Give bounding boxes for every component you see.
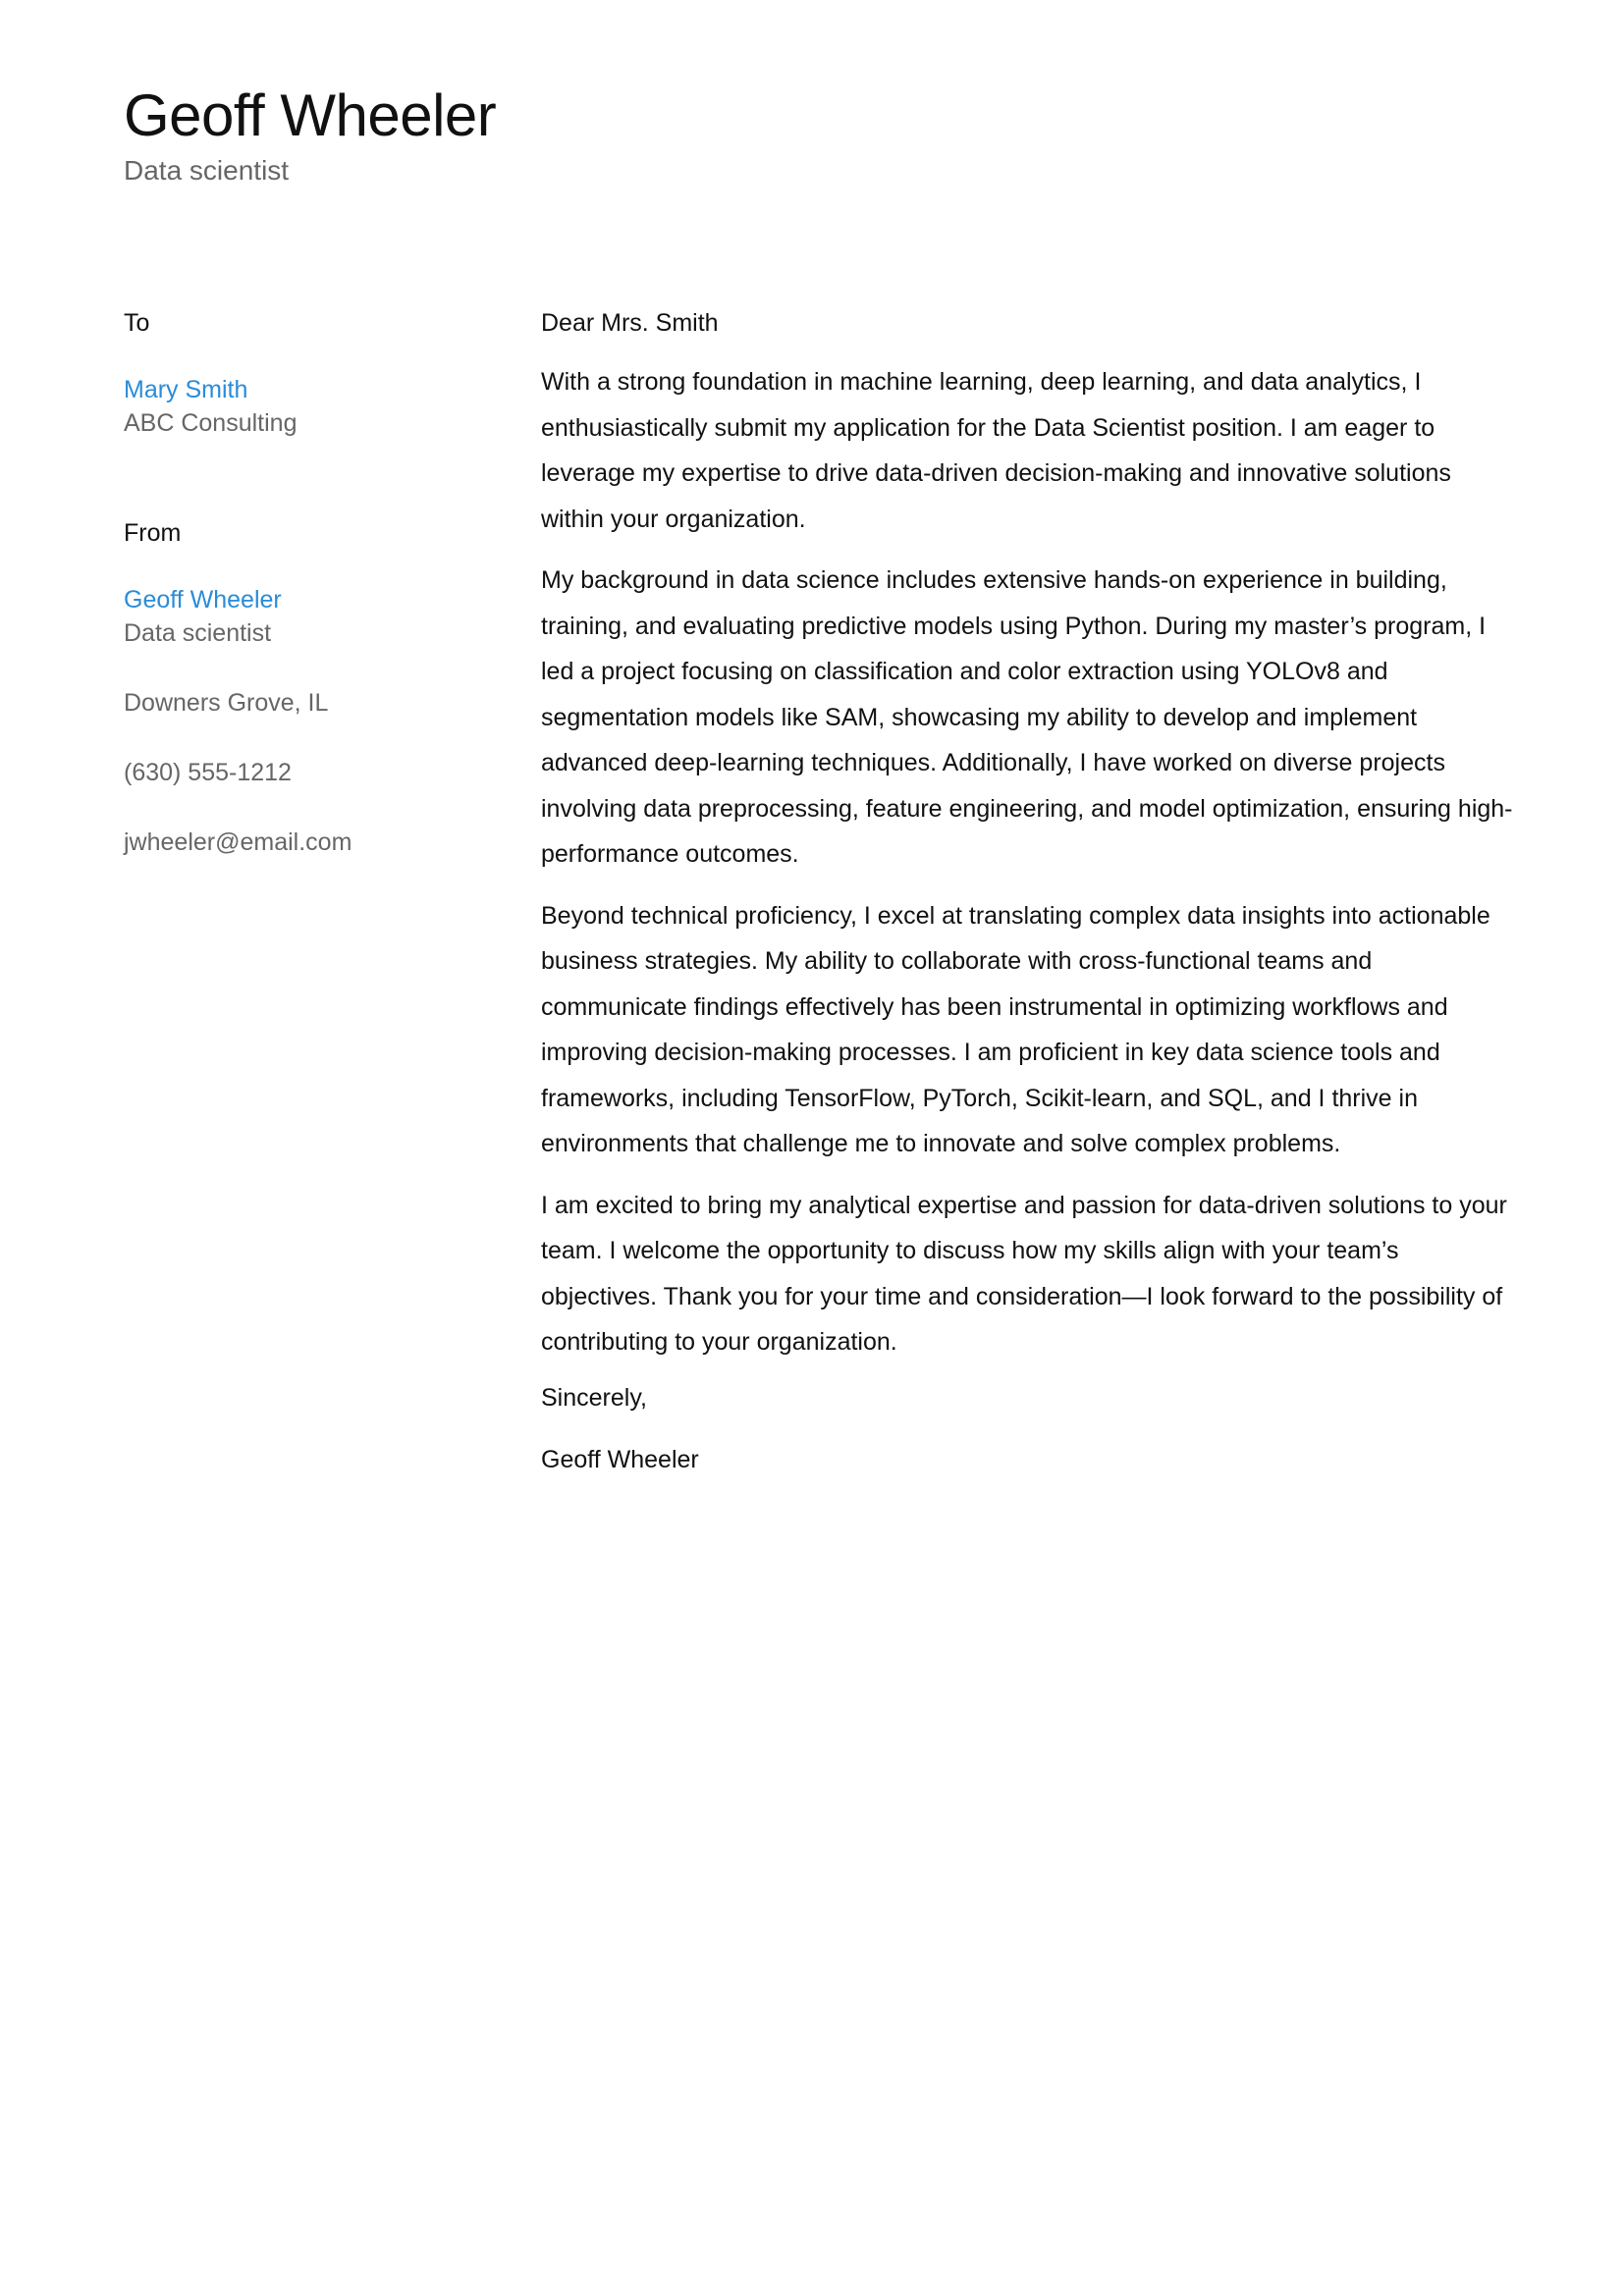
letter-closing: Sincerely,: [541, 1383, 647, 1412]
letter-paragraph: My background in data science includes extensive hands-on experience in building, training, and evaluating predictive models using Python. During my master’s program, I led a project focusing on classification and color extraction using YOLOv8 and segmentation models like SAM, showcasing my ability to develop and implement advanced deep-learning techniques. Additionally, I have worked on diverse projects involving data preprocessing, feature engineering, and model optimization, ensuring high-performance outcomes.: [541, 566, 1513, 868]
letter-paragraph: Beyond technical proficiency, I excel at translating complex data insights into actionable business strategies. My ability to collaborate with cross-functional teams and communicate findings effectively has been instrumental in optimizing workflows and improving decision-making processes. I am proficient in key data science tools and frameworks, including TensorFlow, PyTorch, Scikit-learn, and SQL, and I thrive in environments that challenge me to innovate and solve complex problems.: [541, 901, 1490, 1157]
applicant-name: Geoff Wheeler: [124, 82, 497, 148]
from-label: From: [124, 519, 182, 547]
recipient-company: ABC Consulting: [124, 409, 298, 437]
letter-paragraph: With a strong foundation in machine learning, deep learning, and data analytics, I enthusiastically submit my application for the Data Scientist position. I am eager to leverage my expertise to drive data-driven decision-making and innovative solutions within your organization.: [541, 368, 1451, 533]
sidebar: [124, 306, 497, 859]
letter-paragraph: I am excited to bring my analytical expertise and passion for data-driven solutions to your team. I welcome the opportunity to discuss how my skills align with your team’s objectives. Thank you for your time and consideration—I look forward to the possibility of contributing to your organization.: [541, 1191, 1507, 1356]
sender-email: jwheeler@email.com: [124, 828, 352, 856]
sender-phone: (630) 555-1212: [124, 759, 292, 786]
letter-signature: Geoff Wheeler: [541, 1445, 699, 1473]
to-label: To: [124, 309, 150, 337]
sender-block: [124, 516, 497, 859]
recipient-name: Mary Smith: [124, 376, 248, 403]
recipient-block: [124, 306, 497, 440]
sender-title: Data scientist: [124, 619, 272, 647]
letter-greeting: Dear Mrs. Smith: [541, 309, 719, 337]
applicant-title: Data scientist: [124, 155, 290, 186]
letter-body: [541, 306, 1518, 1476]
sender-location: Downers Grove, IL: [124, 689, 329, 717]
page-header: [124, 80, 496, 188]
sender-name: Geoff Wheeler: [124, 586, 282, 614]
